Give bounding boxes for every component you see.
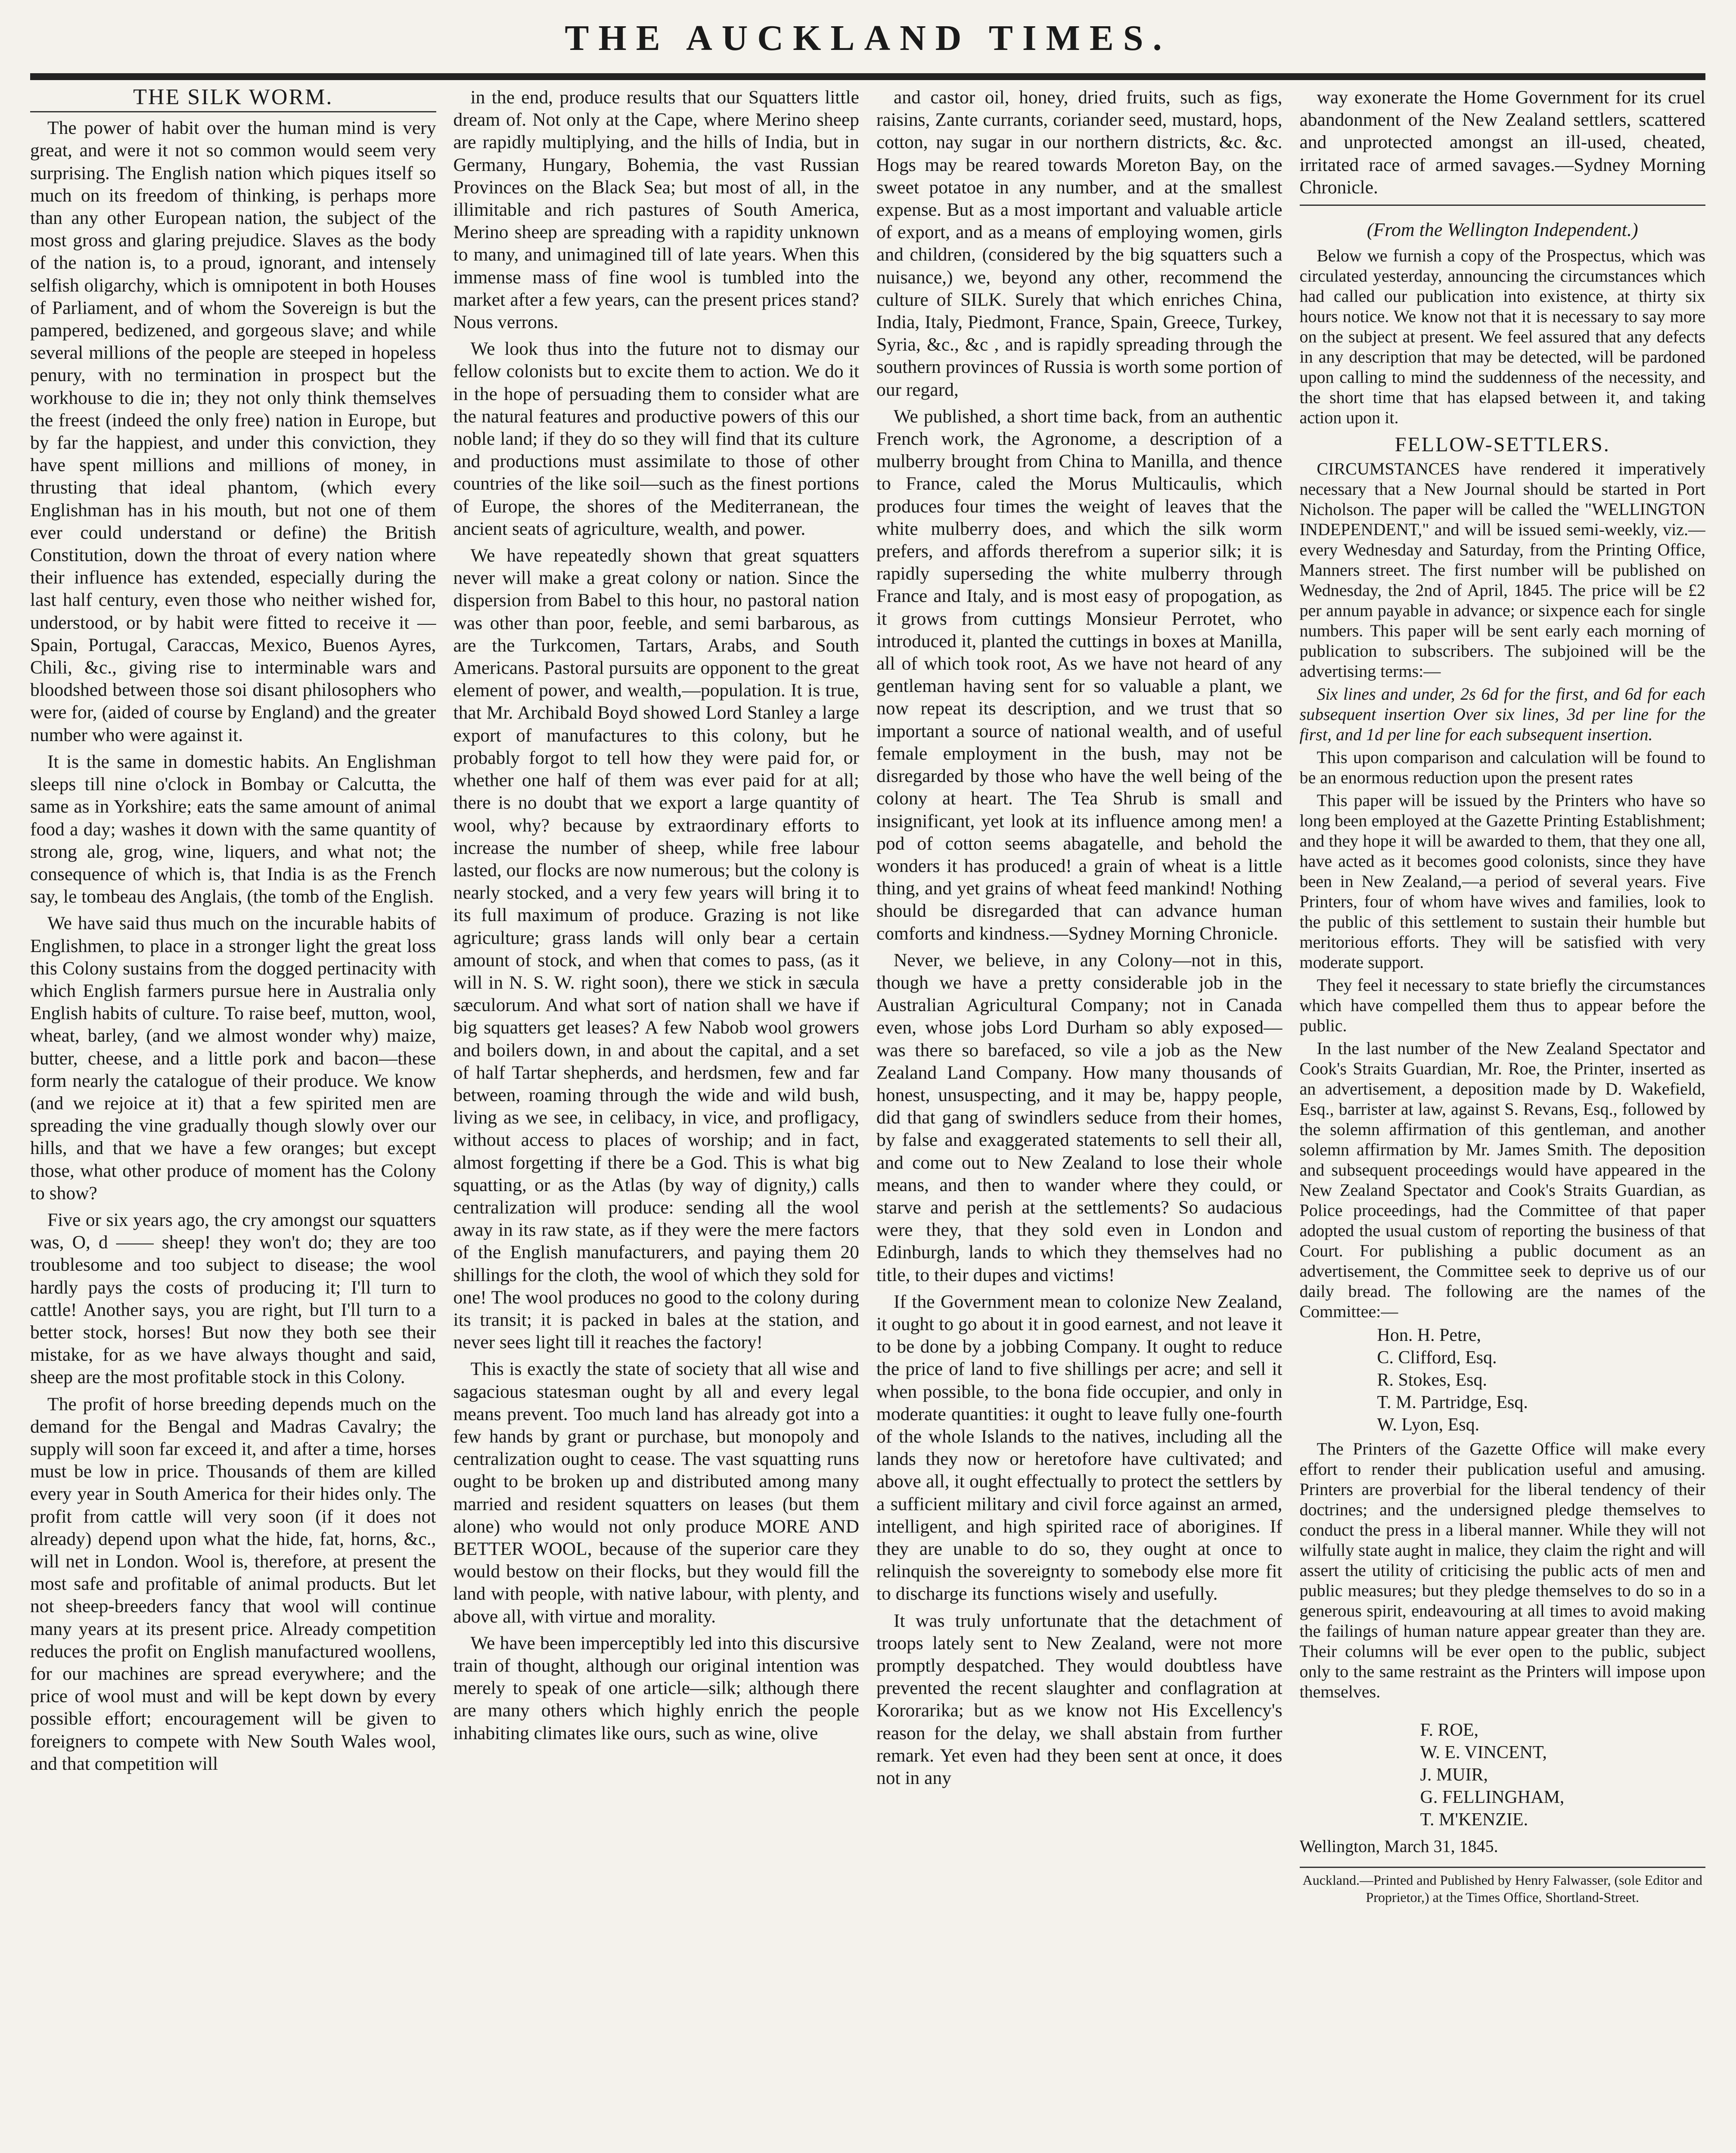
- masthead-title: THE AUCKLAND TIMES.: [565, 18, 1171, 58]
- closing-paragraph: The Printers of the Gazette Office will make every effort to render their publication useful and amusing. Printers are proverbial for the liberal tendency of their doctrines; and the undersigned pledge themselves to conduct the press in a liberal manner. While they will not wilfully state aught in malice, they claim the right and will assert the utility of criticising the public acts of men and public measures; but they pledge themselves to do so in a generous spirit, endeavouring at all times to avoid making the failings of human nature appear greater than they are. Their columns will be ever open to the public, subject only to the same restraint as the Printers will impose upon themselves.: [1299, 1439, 1705, 1702]
- signer: W. E. VINCENT,: [1420, 1743, 1547, 1763]
- committee-member: C. Clifford, Esq.: [1377, 1348, 1497, 1368]
- masthead-rule: [30, 73, 1705, 80]
- signer: G. FELLINGHAM,: [1420, 1787, 1565, 1808]
- notice-paragraph: This upon comparison and calculation will be found to be an enormous reduction upon the present rates: [1299, 748, 1705, 788]
- committee-member: R. Stokes, Esq.: [1377, 1370, 1488, 1390]
- committee-member: W. Lyon, Esq.: [1377, 1415, 1480, 1435]
- column-divider: [1300, 205, 1706, 206]
- fellow-settlers-heading: FELLOW-SETTLERS.: [1394, 433, 1610, 456]
- article-heading-silk-worm: THE SILK WORM.: [30, 86, 436, 112]
- paragraph: Never, we believe, in any Colony—not in this, though we have a pretty considerable job in the Australian Agricultural Company; not in Canada even, whose jobs Lord Durham so ably exposed—was there so barefaced, so vile a job as the New Zealand Land Company. How many thousands of honest, unsuspecting, and it may be, happy people, did that gang of swindlers seduce from their homes, by false and exaggerated statements to sell their all, and come out to New Zealand to lose their whole means, and then to wander where they could, or starve and perish at the settlements? So audacious were they, that they sold even in London and Edinburgh, lands to which they themselves had no title, to their dupes and victims!: [876, 949, 1283, 1285]
- paragraph: and castor oil, honey, dried fruits, such as figs, raisins, Zante currants, coriander seed, mustard, hops, cotton, nay sugar in our northern districts, &c. &c. Hogs may be reared towards Moreton Bay, on the sweet potatoe in any number, and at the smallest expense. But as a most important and valuable article of export, and as a means of employing women, girls and children, (considered by the big squatters such a nuisance,) we, beyond any other, recommend the culture of SILK. Surely that which enriches China, India, Italy, Piedmont, France, Spain, Greece, Turkey, Syria, &c., &c , and is rapidly spreading through the southern provinces of Russia is worth some portion of our regard,: [876, 87, 1283, 400]
- notice-paragraph: Six lines and under, 2s 6d for the first, and 6d for each subsequent insertion Over six lines, 3d per line for the first, and 1d per line for each subsequent insertion.: [1299, 684, 1705, 745]
- paragraph: This is exactly the state of society that all wise and sagacious statesman ought by all and every legal means prevent. Too much land has already got into a few hands by grant or purchase, but monopoly and centralization ought to cease. The vast squatting runs ought to be broken up and distributed among many married and resident squatters on leases (but them alone) who would not only produce MORE AND BETTER WOOL, because of the superior care they would bestow on their flocks, but they would fill the land with people, with native labour, with plenty, and above all, with virtue and morality.: [453, 1359, 859, 1627]
- signer: J. MUIR,: [1420, 1765, 1488, 1785]
- paragraph: in the end, produce results that our Squatters little dream of. Not only at the Cape, where Merino sheep are rapidly multiplying, and the hills of India, but in Germany, Hungary, Bohemia, the vast Russian Provinces on the Black Sea; but most of all, in the illimitable and rich pastures of South America, Merino sheep are spreading with a rapidity unknown to many, and unimagined till of late years. When this immense mass of fine wool is tumbled into the market after a few years, can the present prices stand? Nous verrons.: [453, 87, 859, 333]
- signer: F. ROE,: [1420, 1720, 1478, 1740]
- dateline: Wellington, March 31, 1845.: [1299, 1837, 1498, 1856]
- newspaper-page: [30, 86, 1705, 2153]
- paragraph: If the Government mean to colonize New Zealand, it ought to go about it in good earnest, and not leave it to be done by a jobbing Company. It ought to reduce the price of land to five shillings per acre; and sell it when possible, to the bona fide occupier, and only in moderate quantities: it ought to leave fully one-fourth of the whole Islands to the natives, including all the lands they now or heretofore have cultivated; and above all, it ought effectually to protect the settlers by a sufficient military and civil force against an armed, intelligent, and high spirited race of aborigines. If they are unable to do so, they ought at once to relinquish the sovereignty to somebody else more fit to discharge its functions wisely and usefully.: [876, 1291, 1283, 1604]
- committee-member: Hon. H. Petre,: [1377, 1325, 1481, 1346]
- column-3: [876, 86, 1283, 2153]
- notice-paragraph: In the last number of the New Zealand Spectator and Cook's Straits Guardian, Mr. Roe, the Printer, inserted as an advertisement, a deposition made by D. Wakefield, Esq., barrister at law, against S. Revans, Esq., followed by the solemn affirmation of this gentleman, and another solemn affirmation by Mr. James Smith. The deposition and subsequent proceedings would have appeared in the New Zealand Spectator and Cook's Straits Guardian, as Police proceedings, had the Committee of that paper adopted the usual custom of reporting the business of that Court. For publishing a public document as an advertisement, the Committee seek to deprive us of our daily bread. The following are the names of the Committee:—: [1299, 1039, 1705, 1322]
- paragraph: way exonerate the Home Government for its cruel abandonment of the New Zealand settlers, scattered and unprotected amongst an ill-used, cheated, irritated race of armed savages.—Sydney Morning Chronicle.: [1299, 87, 1705, 198]
- paragraph: Five or six years ago, the cry amongst our squatters was, O, d —— sheep! they won't do; they are too troublesome and too subject to disease; the wool hardly pays the costs of producing it; I'll turn to cattle! Another says, you are right, but I'll turn to a better stock, horses! But now they both see their mistake, for as we have always thought and said, sheep are the most profitable stock in this Colony.: [30, 1209, 436, 1388]
- committee-list: [1377, 1324, 1706, 1436]
- paragraph: We published, a short time back, from an authentic French work, the Agronome, a description of a mulberry brought from China to Manilla, and thence to France, caled the Morus Multicaulis, which produces four times the weight of leaves that the white mulberry does, and which the silk worm prefers, and affords therefrom a superior silk; it is rapidly superseding the white mulberry through France and Italy, and is most easy of propogation, as it grows from cuttings Monsieur Perrotet, who introduced it, planted the cuttings in boxes at Manilla, all of which took root, As we have not heard of any gentleman having sent for so valuable a plant, we now repeat its description, and we trust that so important a source of national wealth, and of useful female employment in the bush, may not be disregarded by those who have the well being of the colony at heart. The Tea Shrub is small and insignificant, yet look at its influence among men! a pod of cotton seems abagatelle, and behold the wonders it has produced! a grain of wheat is a little thing, and yet grains of wheat feed mankind! Nothing should be disregarded that can advance human comforts and kindness.—Sydney Morning Chronicle.: [876, 406, 1283, 944]
- paragraph: We have been imperceptibly led into this discursive train of thought, although our original intention was merely to speak of one article—silk; although there are many others which highly enrich the people inhabiting climates like ours, such as wine, olive: [453, 1632, 859, 1743]
- notice-paragraph: This paper will be issued by the Printers who have so long been employed at the Gazette Printing Establishment; and they hope it will be awarded to them, that they one all, have acted as it becomes good colonists, since they have been in New Zealand,—a period of several years. Five Printers, four of whom have wives and families, look to the public of this settlement to sustain their humble but meritorious efforts. They will be satisfied with very moderate support.: [1299, 791, 1705, 972]
- paragraph: It is the same in domestic habits. An Englishman sleeps till nine o'clock in Bombay or Calcutta, the same as in Yorkshire; eats the same amount of animal food a day; washes it down with the same quantity of strong ale, grog, wine, liquers, and what not; the consequence of which is, that India is as the French say, le tombeau des Anglais, (the tomb of the English.: [30, 751, 436, 907]
- printer-imprint: Auckland.—Printed and Published by Henry Falwasser, (sole Editor and Proprietor,) at the Times Office, Shortland-Street.: [1300, 1867, 1706, 1906]
- paragraph: The profit of horse breeding depends much on the demand for the Bengal and Madras Cavalry; the supply will soon far exceed it, and after a time, horses must be low in price. Thousands of them are killed every year in South America for their hides only. The profit from cattle will very soon (if it does not already) depend upon what the hide, fat, horns, &c., will net in London. Wool is, therefore, at present the most safe and profitable of animal products. But let not sheep-breeders fancy that wool will continue many years at its present price. Already competition reduces the profit on English manufactured woollens, for our machines are spread everywhere; and the price of wool must and will be kept down by every possible effort; encouragement will be given to foreigners to compete with New South Wales wool, and that competition will: [30, 1393, 436, 1774]
- notice-paragraph: CIRCUMSTANCES have rendered it imperatively necessary that a New Journal should be started in Port Nicholson. The paper will be called the "WELLINGTON INDEPENDENT," and will be issued semi-weekly, viz.—every Wednesday and Saturday, from the Printing Office, Manners street. The first number will be published on Wednesday, the 2nd of April, 1845. The price will be £2 per annum payable in advance; or sixpence each for single numbers. This paper will be sent early each morning of publication to subscribers. The subjoined will be the advertising terms:—: [1299, 459, 1705, 681]
- signers-list: [1420, 1719, 1706, 1831]
- source-note: (From the Wellington Independent.): [1366, 219, 1638, 241]
- column-1: [30, 86, 436, 2153]
- paragraph: We have said thus much on the incurable habits of Englishmen, to place in a stronger light the great loss this Colony sustains from the dogged pertinacity with which English farmers pursue here in Australia only English habits of culture. To raise beef, mutton, wool, wheat, barley, (and we almost wonder why) maize, butter, cheese, and a little pork and bacon—these form nearly the catalogue of their produce. We know (and we rejoice at it) that a few spirited men are spreading the vine gradually though slowly over our hills, and that we have a few oranges; but except those, what other produce of moment has the Colony to show?: [30, 913, 436, 1204]
- column-4: [1300, 86, 1706, 2153]
- paragraph: It was truly unfortunate that the detachment of troops lately sent to New Zealand, were not more promptly despatched. They would doubtless have prevented the recent slaughter and conflagration at Kororarika; but as we know not His Excellency's reason for the delay, we shall abstain from further remark. Yet even had they been sent at once, it does not in any: [876, 1610, 1283, 1789]
- paragraph: The power of habit over the human mind is very great, and were it not so common would seem very surprising. The English nation which piques itself so much on its freedom of thinking, is perhaps more than any other European nation, the subject of the most gross and glaring prejudice. Slaves as the body of the nation is, to a proud, ignorant, and intensely selfish oligarchy, which is omnipotent in both Houses of Parliament, and of whom the Sovereign is but the pampered, bedizened, and gorgeous slave; and while several millions of the people are steeped in hopeless penury, with no termination in prospect but the workhouse to die in; they not only think themselves the freest (indeed the only free) nation in Europe, but by far the happiest, and under this conviction, they have spent millions and millions of money, in thrusting that ideal phantom, (which every Englishman has in his mouth, but not one of them ever could understand or define) the British Constitution, down the throat of every nation where their influence has extended, especially during the last half century, even those who neither wished for, understood, or by habit were fitted to receive it — Spain, Portugal, Caraccas, Mexico, Buenos Ayres, Chili, &c., giving rise to interminable wars and bloodshed between those soi disant philosophers who were for, (aided of course by England) and the greater number who were against it.: [30, 118, 436, 745]
- notice-paragraph: They feel it necessary to state briefly the circumstances which have compelled them thus to appear before the public.: [1299, 975, 1705, 1036]
- column-2: [453, 86, 860, 2153]
- signer: T. M'KENZIE.: [1420, 1810, 1528, 1830]
- intro-paragraph: Below we furnish a copy of the Prospectus, which was circulated yesterday, announcing the circumstances which had called our publication into existence, at thirty six hours notice. We know not that it is necessary to say more on the subject at present. We feel assured that any defects in any description that may be detected, will be pardoned upon calling to mind the suddenness of the necessity, and the short time that has elapsed between it, and taking action upon it.: [1299, 246, 1705, 428]
- paragraph: We have repeatedly shown that great squatters never will make a great colony or nation. Since the dispersion from Babel to this hour, no pastoral nation was other than poor, feeble, and semi barbarous, as are the Turkcomen, Tartars, Arabs, and South Americans. Pastoral pursuits are opponent to the great element of power, and wealth,—population. It is true, that Mr. Archibald Boyd showed Lord Stanley a large export of manufactures to this colony, but he probably forgot to tell how they were paid for, or whether one half of them was ever paid for at all; there is no doubt that we export a large quantity of wool, why? because by extraordinary efforts to increase the number of sheep, while free labour lasted, our flocks are now numerous; but the colony is nearly stocked, and a very few years will bring it to its full maximum of produce. Grazing is not like agriculture; grass lands will only bear a certain amount of stock, and when that comes to pass, (as it will in N. S. W. right soon), there we stick in sæcula sæculorum. And what sort of nation shall we have if big squatters get leases? A few Nabob wool growers and boilers down, in and about the capital, and a set of half Tartar shepherds, and herdsmen, few and far between, roaming through the wide and wild bush, living as we see, in celibacy, in vice, and profligacy, without access to places of worship; and in fact, almost forgetting if there be a God. This is what big squatting, or as the Atlas (by way of dignity,) calls centralization will produce: sending all the wool away in its raw state, as if they were the mere factors of the English manufacturers, and paying them 20 shillings for the cloth, the wool of which they sold for one! The wool produces no good to the colony during its transit; it is packed in bales at the station, and never sees light till it reaches the factory!: [453, 545, 859, 1353]
- paragraph: We look thus into the future not to dismay our fellow colonists but to excite them to action. We do it in the hope of persuading them to consider what are the natural features and productive powers of this our noble land; if they do so they will find that its culture and productions must assimilate to those of other countries of the like soil—such as the finest portions of Europe, the shores of the Mediterranean, the ancient seats of agriculture, wealth, and power.: [453, 338, 859, 539]
- committee-member: T. M. Partridge, Esq.: [1377, 1393, 1528, 1413]
